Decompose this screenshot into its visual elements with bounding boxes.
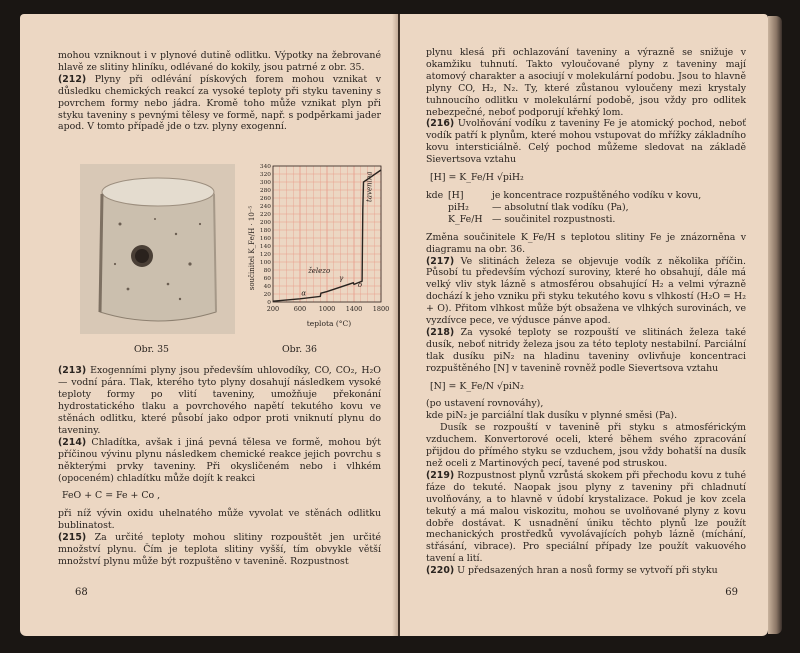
chart-y-tick-label: 200 [259,220,271,226]
def1-key: [H] [448,189,464,201]
para-214 [58,437,381,485]
chart-annotation: δ [358,280,363,289]
chart-x-axis-label: teplota (°C) [306,319,352,328]
para-217-number: (217) [426,255,455,267]
para-218-more: Dusík se rozpouští v tavenině při styku s atmosférickým vzduchem. Konvertorové oceli, které během svého zpracování přijdou do přímého styku se vzduchem, jsou vždy bohatší na dusík než oceli z Martinových pecí, tavené pod struskou. [426,422,746,469]
para-213-text: Exogenními plyny jsou především uhlovodíky, CO, CO₂, H₂O — vodní pára. Tlak, kterého tyto plyny dosahují následkem vysoké teploty formy po vlití taveniny, umožňuje překonání hydrostatického tlaku a povrchového napětí tekutého kovu ve stěnách odlitku, které působí jako odpor proti vniknutí plynu do taveniny. [58,365,381,436]
chart-y-tick-label: 120 [259,252,271,258]
chart-y-tick-label: 220 [259,212,271,218]
right-page [400,14,768,636]
para-217-text: Ve slitinách železa se objevuje vodík z několika příčin. Působí tu především výchozí suroviny, které ho obsahují, dále má velký vliv styk lázně s atmosférou obsahující H₂ a velmi výrazně dochází k jeho vzniku při styku tekutého kovu s vlhkostí (H₂O = H₂ + O). Přitom vlhkost může být obsažena ve vlhkých surovinách, ve vyzdívce pece, ve výdusce pánve apod. [426,255,746,327]
right-column [426,47,746,577]
chart-y-tick-label: 20 [263,292,271,298]
chart-annotation: γ [339,274,344,283]
para-216 [426,118,746,166]
def3-key: K_Fe/H [448,213,483,225]
chart-x-tick-label: 1800 [372,305,390,313]
chart-y-tick-label: 320 [259,172,271,178]
para-217 [426,256,746,327]
para-213-number: (213) [58,365,87,377]
para-220 [426,565,746,577]
definition-row-1 [426,190,746,202]
chart-y-tick-label: 100 [259,260,271,266]
chart-y-tick-label: 180 [259,228,271,234]
para-220-text: U předsazených hran a nosů formy se vytvoří při styku [457,565,718,577]
para-218 [426,327,746,375]
para-214-after: při níž vývin oxidu uhelnatého může vyvolat ve stěnách odlitku bublinatost. [58,508,381,532]
para-215 [58,532,381,568]
para-212-number: (212) [58,73,87,85]
para-219 [426,470,746,565]
figure-36-caption: Obr. 36 [282,344,318,355]
para-215-text: Za určité teploty mohou slitiny rozpouštět jen určité množství plynu. Čím je teplota slitiny vyšší, tím obvykle větší množství plynu může být rozpuštěno v tavenině. Rozpustnost [58,532,382,567]
para-219-text: Rozpustnost plynů vzrůstá skokem při přechodu kovu z tuhé fáze do tekuté. Naopak jsou plyny z taveniny při chladnutí uvolňovány, a to hlavně v údobí krystalizace. Pokud je kov zcela tekutý a má malou viskozitu, mohou se uvolňované plyny z kovu dobře dostávat. K usnadnění úniku těchto plynů lze použít mechanických prostředků vyvolávajících pohyb lázně (míchání, střásání, vibrace). Pro speciální případy lze použít vakuového tavení a lití. [426,469,747,565]
para-218-note: (po ustavení rovnováhy), [426,398,544,410]
para-218-number: (218) [426,326,455,338]
chart-annotation: železo [308,267,331,276]
chart-y-tick-label: 260 [259,196,271,202]
chart-y-tick-label: 160 [259,236,271,242]
chart-y-tick-label: 60 [263,276,271,282]
book-page-edges [768,16,782,634]
chart-y-tick-label: 80 [263,268,271,274]
right-page-number: 69 [725,587,738,598]
para-213 [58,365,381,436]
para-219-number: (219) [426,469,455,481]
definition-row-3 [426,214,746,226]
para-212 [58,74,381,134]
chart-y-tick-label: 140 [259,244,271,250]
formula-sieverts-n: [N] = K_Fe/N √piN₂ [430,380,524,392]
para-216-text: Uvolňování vodíku z taveniny Fe je atomický pochod, neboť vodík patří k plynům, které mohou vstupovat do mřížky základního kovu intersticiálně. Celý pochod můžeme sledovat na základě Sievertsova vztahu [426,118,746,166]
def2-value: — absolutní tlak vodíku (Pa), [492,201,629,213]
left-intro: mohou vzniknout i v plynové dutině odlitku. Výpotky na žebrované hlavě ze slitiny hliníku, odlévané do kokily, jsou patrné z obr. 35. [58,50,381,73]
def-lead: kde [426,189,444,201]
para-218-text: Za vysoké teploty se rozpouští ve slitinách železa také dusík, neboť nitridy železa jsou za této teploty nestabilní. Parciální tlak dusíku piN₂ na hladinu taveniny ovlivňuje koncentraci rozpuštěného [N] v tavenině rovněž podle Sievertsova vztahu [426,326,746,374]
para-214-number: (214) [58,436,87,448]
chart-y-tick-label: 240 [259,204,271,210]
chart-y-tick-label: 40 [263,284,271,290]
chart-x-tick-label: 1000 [318,305,336,313]
formula-feo: FeO + C = Fe + Co , [62,490,161,502]
para-218-after: kde piN₂ je parciální tlak dusíku v plynné směsi (Pa). [426,410,678,422]
chart-x-tick-label: 200 [266,305,280,313]
chart-y-axis-label: součinitel K_Fe/H · 10⁻⁵ [248,205,256,291]
para-214-text: Chladítka, avšak i jiná pevná tělesa ve formě, mohou být příčinou vývinu plynu následkem chemické reakce jejich povrchu s některými prvky taveniny. Při okysličeném nebo i vlhkém (opoceném) chladítku může dojít k reakci [58,436,381,484]
figure-35-photo [80,164,235,334]
figure-36-chart [245,160,390,330]
chart-x-tick-label: 1400 [345,305,363,313]
chart-annotation: α [301,289,307,298]
chart-y-tick-label: 300 [259,180,271,186]
para-212-text: Plyny při odlévání pískových forem mohou vznikat v důsledku chemických reakcí za vysoké teploty při styku taveniny s povrchem formy nebo jádra. Kromě toho může vznikat plyn při styku taveniny s pevnými tělesy ve formě, např. s podpěrkami jader apod. V tomto případě jde o tzv. plyny exogenní. [58,73,381,133]
chart-y-tick-label: 280 [259,188,271,194]
para-216-number: (216) [426,118,455,130]
def1-value: je koncentrace rozpuštěného vodíku v kovu, [492,189,702,201]
figure-35-caption: Obr. 35 [134,344,170,355]
def3-value: — součinitel rozpustnosti. [492,213,616,225]
left-page-number: 68 [75,587,88,598]
right-intro: plynu klesá při ochlazování taveniny a výrazně se snižuje v okamžiku tuhnutí. Takto vyloučované plyny z taveniny mají atomový charakter a asociují v molekulární podobu. Jsou to hlavně plyny CO, H₂, N₂. Ty, které zůstanou vyloučeny mezi krystaly tuhnoucího odlitku v molekulární podobě, jsou vždy pro odlitek nebezpečné, neboť podporují křehký lom. [426,47,746,118]
para-220-number: (220) [426,565,455,577]
chart-y-tick-label: 340 [259,164,271,170]
para-215-number: (215) [58,532,87,544]
chart-annotation: tavenina [365,171,374,202]
para-216-after: Změna součinitele K_Fe/H s teplotou slitiny Fe je znázorněna v diagramu na obr. 36. [426,231,746,255]
def2-key: piH₂ [448,201,469,213]
chart-y-tick-label: 0 [267,300,271,306]
left-page [20,14,398,636]
formula-sieverts-h: [H] = K_Fe/H √piH₂ [430,172,524,184]
chart-x-tick-label: 600 [293,305,307,313]
definition-row-2 [426,202,746,214]
